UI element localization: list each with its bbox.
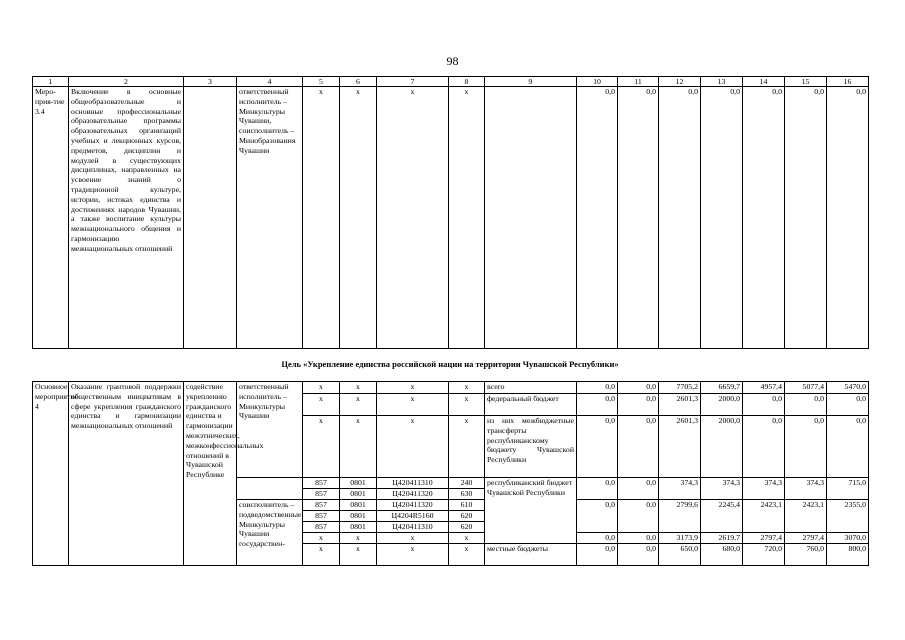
value-cell: 2601,3 — [659, 394, 701, 416]
code-target: x — [377, 382, 449, 394]
value-cell: 0,0 — [577, 382, 618, 394]
col-header: 14 — [743, 77, 785, 87]
col-header: 16 — [827, 77, 869, 87]
code-expense: x — [449, 533, 485, 544]
value-cell: 0,0 — [618, 478, 659, 500]
col-header: 2 — [69, 77, 184, 87]
col-header: 6 — [340, 77, 377, 87]
code-target: x — [377, 87, 449, 349]
value-cell: 0,0 — [577, 87, 618, 349]
value-cell: 0,0 — [618, 394, 659, 416]
expected-result — [184, 87, 237, 349]
code-section: 0801 — [340, 511, 377, 522]
col-header: 12 — [659, 77, 701, 87]
value-cell: 2799,6 — [659, 500, 701, 533]
value-cell: 715,0 — [827, 478, 869, 500]
value-cell: 5470,0 — [827, 382, 869, 394]
col-header: 1 — [33, 77, 69, 87]
value-cell: 0,0 — [577, 416, 618, 478]
goal-heading: Цель «Укрепление единства российской нации на территории Чувашской Республики» — [281, 359, 619, 369]
code-expense: 240 — [449, 478, 485, 489]
code-section: x — [340, 544, 377, 566]
code-section: 0801 — [340, 489, 377, 500]
col-header: 5 — [303, 77, 340, 87]
executor: ответственный исполнитель – Минкультуры Чувашии — [237, 382, 303, 478]
measure-description: Включение в основные общеобразовательные и основные профессиональные образовательные программы образовательных организаций учебных и лекционных курсов, предметов, дисциплин и модулей в существующих дисциплинах, направленных на усвоение знаний о традиционной культуре, истории, истоках единства и достижениях народов Чувашии, а также воспитание культуры межнационального общения и гармонизацию межнациональных отношений — [69, 87, 184, 349]
page-number: 98 — [446, 54, 459, 68]
code-grbs: 857 — [303, 511, 340, 522]
funding-source: всего — [485, 382, 577, 394]
code-expense: x — [449, 416, 485, 478]
value-cell: 0,0 — [618, 416, 659, 478]
code-target: Ц420411310 — [377, 478, 449, 489]
program-table-bottom — [32, 381, 869, 566]
code-grbs: x — [303, 382, 340, 394]
code-grbs: x — [303, 544, 340, 566]
col-header: 8 — [449, 77, 485, 87]
value-cell: 0,0 — [577, 394, 618, 416]
value-cell: 0,0 — [827, 87, 869, 349]
funding-source: из них межбюджетные трансферты республиканскому бюджету Чувашской Республики — [485, 416, 577, 478]
code-section: x — [340, 416, 377, 478]
value-cell: 2797,4 — [785, 533, 827, 544]
value-cell: 374,3 — [743, 478, 785, 500]
value-cell: 2797,4 — [743, 533, 785, 544]
value-cell: 650,0 — [659, 544, 701, 566]
value-cell: 0,0 — [659, 87, 701, 349]
code-expense: x — [449, 544, 485, 566]
code-target: Ц420411320 — [377, 500, 449, 511]
value-cell: 3173,9 — [659, 533, 701, 544]
measure-name: Основное мероприятие 4 — [33, 382, 69, 566]
value-cell: 2423,1 — [785, 500, 827, 533]
value-cell: 0,0 — [577, 544, 618, 566]
code-section: 0801 — [340, 478, 377, 489]
value-cell: 0,0 — [785, 394, 827, 416]
code-expense: x — [449, 394, 485, 416]
code-target: Ц420411310 — [377, 522, 449, 533]
code-target: Ц4204R5160 — [377, 511, 449, 522]
funding-source — [485, 87, 577, 349]
value-cell: 374,3 — [659, 478, 701, 500]
funding-source: местные бюджеты — [485, 544, 577, 566]
code-expense: 620 — [449, 522, 485, 533]
col-header: 9 — [485, 77, 577, 87]
code-section: 0801 — [340, 522, 377, 533]
value-cell: 2601,3 — [659, 416, 701, 478]
code-target: x — [377, 533, 449, 544]
code-grbs: 857 — [303, 478, 340, 489]
expected-result: содействие укреплению гражданского единства и гармонизации межэтнических, межконфессиональных отношений в Чувашской Республике — [184, 382, 237, 566]
code-grbs: x — [303, 87, 340, 349]
value-cell: 680,0 — [701, 544, 743, 566]
code-grbs: x — [303, 416, 340, 478]
measure-description: Оказание грантовой поддержки общественным инициативам в сфере укрепления гражданского единства и гармонизации межнациональных отношений — [69, 382, 184, 566]
value-cell: 374,3 — [785, 478, 827, 500]
value-cell: 0,0 — [827, 416, 869, 478]
col-header: 7 — [377, 77, 449, 87]
code-expense: x — [449, 382, 485, 394]
code-grbs: 857 — [303, 500, 340, 511]
value-cell: 7705,2 — [659, 382, 701, 394]
value-cell: 2423,1 — [743, 500, 785, 533]
value-cell: 4957,4 — [743, 382, 785, 394]
value-cell: 0,0 — [618, 382, 659, 394]
value-cell: 2619,7 — [701, 533, 743, 544]
code-target: Ц420411320 — [377, 489, 449, 500]
table-row — [33, 87, 869, 349]
funding-source: республиканский бюджет Чувашской Республики — [485, 478, 577, 544]
code-grbs: x — [303, 394, 340, 416]
value-cell: 374,3 — [701, 478, 743, 500]
code-section: x — [340, 87, 377, 349]
value-cell: 0,0 — [827, 394, 869, 416]
value-cell: 0,0 — [577, 478, 618, 500]
col-header: 4 — [237, 77, 303, 87]
code-section: x — [340, 533, 377, 544]
value-cell: 760,0 — [785, 544, 827, 566]
value-cell: 0,0 — [577, 533, 618, 544]
col-header: 3 — [184, 77, 237, 87]
value-cell: 0,0 — [577, 500, 618, 533]
value-cell: 2355,0 — [827, 500, 869, 533]
value-cell: 2000,0 — [701, 416, 743, 478]
code-section: 0801 — [340, 500, 377, 511]
code-target: x — [377, 544, 449, 566]
code-grbs: 857 — [303, 489, 340, 500]
code-grbs: 857 — [303, 522, 340, 533]
executor: ответственный исполнитель – Минкультуры Чувашии, соисполнитель – Минобразования Чувашии — [237, 87, 303, 349]
value-cell: 5077,4 — [785, 382, 827, 394]
code-section: x — [340, 382, 377, 394]
column-number-header — [33, 77, 869, 87]
col-header: 10 — [577, 77, 618, 87]
measure-name: Меро-прия-тие 3.4 — [33, 87, 69, 349]
co-executor: соисполнитель – подведомственные Минкультуры Чувашии государствен- — [237, 500, 303, 566]
value-cell: 0,0 — [618, 544, 659, 566]
value-cell: 800,0 — [827, 544, 869, 566]
value-cell: 6659,7 — [701, 382, 743, 394]
code-target: x — [377, 416, 449, 478]
code-target: x — [377, 394, 449, 416]
col-header: 13 — [701, 77, 743, 87]
value-cell: 0,0 — [701, 87, 743, 349]
col-header: 15 — [785, 77, 827, 87]
value-cell: 2000,0 — [701, 394, 743, 416]
value-cell: 0,0 — [785, 416, 827, 478]
program-table-top — [32, 76, 869, 349]
code-grbs: x — [303, 533, 340, 544]
value-cell: 0,0 — [743, 87, 785, 349]
code-expense: 610 — [449, 500, 485, 511]
executor-continued — [237, 478, 303, 500]
value-cell: 0,0 — [618, 87, 659, 349]
col-header: 11 — [618, 77, 659, 87]
value-cell: 3070,0 — [827, 533, 869, 544]
value-cell: 0,0 — [785, 87, 827, 349]
funding-source: федеральный бюджет — [485, 394, 577, 416]
code-expense: 620 — [449, 511, 485, 522]
value-cell: 0,0 — [618, 500, 659, 533]
value-cell: 0,0 — [618, 533, 659, 544]
value-cell: 2245,4 — [701, 500, 743, 533]
code-expense: 630 — [449, 489, 485, 500]
code-section: x — [340, 394, 377, 416]
code-expense: x — [449, 87, 485, 349]
value-cell: 0,0 — [743, 394, 785, 416]
value-cell: 720,0 — [743, 544, 785, 566]
table-row — [33, 382, 869, 394]
value-cell: 0,0 — [743, 416, 785, 478]
